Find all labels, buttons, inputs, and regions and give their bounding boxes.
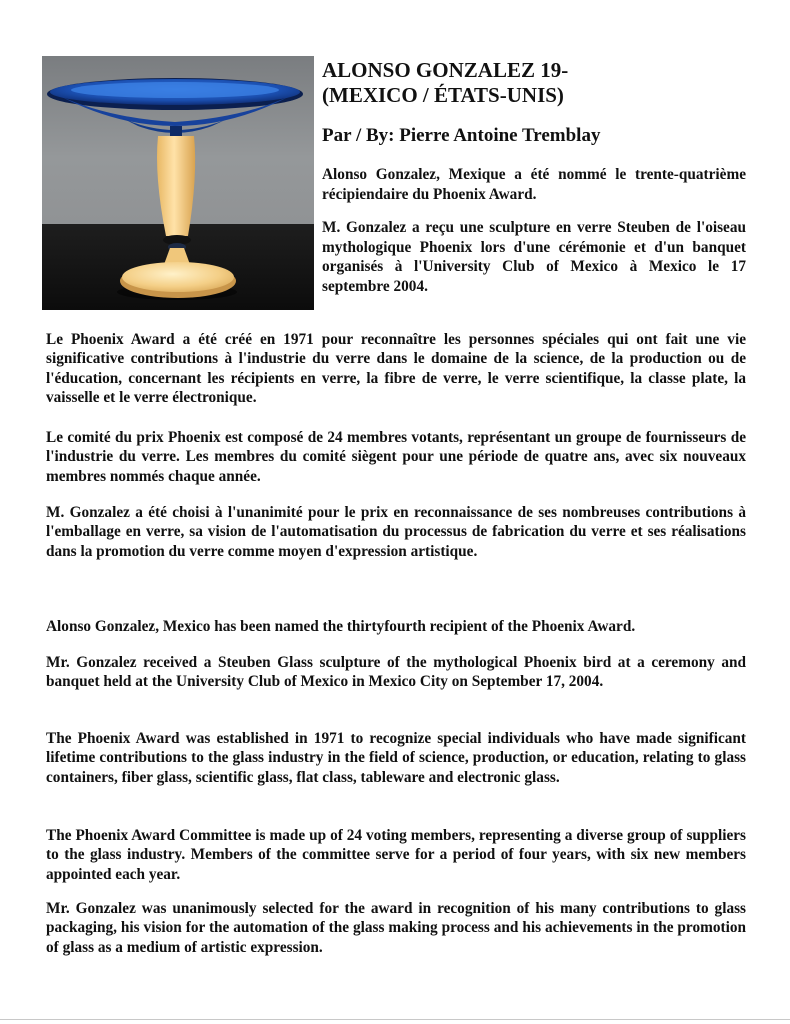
french-paragraph-5-block	[46, 503, 746, 561]
page-title	[322, 58, 746, 108]
english-paragraph-5: Mr. Gonzalez was unanimously selected for the award in recognition of his many contributions to glass packaging, his vision for the automation of the glass making process and his achievements in the promotion of glass as a medium of artistic expression.	[46, 900, 746, 956]
english-paragraph-2-block	[46, 653, 746, 692]
english-paragraph-2: Mr. Gonzalez received a Steuben Glass sculpture of the mythological Phoenix bird at a ceremony and banquet held at the University Club of Mexico in Mexico City on September 17, 2004.	[46, 654, 746, 691]
french-paragraph-4: Le comité du prix Phoenix est composé de 24 membres votants, représentant un groupe de fournisseurs de l'industrie du verre. Les membres du comité siègent pour une période de quatre ans, avec six nouveaux membres nommés chaque année.	[46, 429, 746, 485]
french-paragraph-3: Le Phoenix Award a été créé en 1971 pour reconnaître les personnes spéciales qui ont fait une vie significative contributions à l'industrie du verre dans le domaine de la science, de la production ou de l'éducation, concernant les récipients en verre, la fibre de verre, le verre scientifique, la classe plate, la vaisselle et le verre électronique.	[46, 331, 746, 407]
english-paragraph-4: The Phoenix Award Committee is made up of 24 voting members, representing a diverse group of suppliers to the glass industry. Members of the committee serve for a period of four years, with six new members appointed each year.	[46, 827, 746, 883]
english-paragraph-3: The Phoenix Award was established in 1971 to recognize special individuals who have made significant lifetime contributions to the glass industry in the field of science, production, or education, relating to glass containers, fiber glass, scientific glass, flat class, tableware and electronic glass.	[46, 730, 746, 786]
chalice-photo	[42, 56, 314, 310]
french-paragraph-4-block	[46, 428, 746, 486]
english-paragraph-1: Alonso Gonzalez, Mexico has been named the thirtyfourth recipient of the Phoenix Award.	[46, 618, 636, 635]
blue-glass-chalice-icon	[42, 56, 314, 310]
page-bottom-edge	[0, 1019, 790, 1020]
english-paragraph-1-block	[46, 617, 746, 636]
title-line-2: (MEXICO / ÉTATS-UNIS)	[322, 83, 564, 107]
english-paragraph-3-block	[46, 729, 746, 787]
french-paragraph-2: M. Gonzalez a reçu une sculpture en verre Steuben de l'oiseau mythologique Phoenix lors d'une cérémonie et d'un banquet organisés à l'University Club of Mexico à Mexico le 17 septembre 2004.	[322, 219, 746, 295]
header-column	[322, 58, 746, 297]
byline: Par / By: Pierre Antoine Tremblay	[322, 125, 601, 146]
english-paragraph-4-block	[46, 826, 746, 884]
english-paragraph-5-block	[46, 899, 746, 957]
french-paragraph-3-block	[46, 330, 746, 408]
title-line-1: ALONSO GONZALEZ 19-	[322, 58, 569, 82]
french-paragraph-1: Alonso Gonzalez, Mexique a été nommé le trente-quatrième récipiendaire du Phoenix Award.	[322, 166, 746, 203]
french-paragraph-5: M. Gonzalez a été choisi à l'unanimité pour le prix en reconnaissance de ses nombreuses contributions à l'emballage en verre, sa vision de l'automatisation du processus de fabrication du verre et ses réalisations dans la promotion du verre comme moyen d'expression artistique.	[46, 504, 746, 560]
